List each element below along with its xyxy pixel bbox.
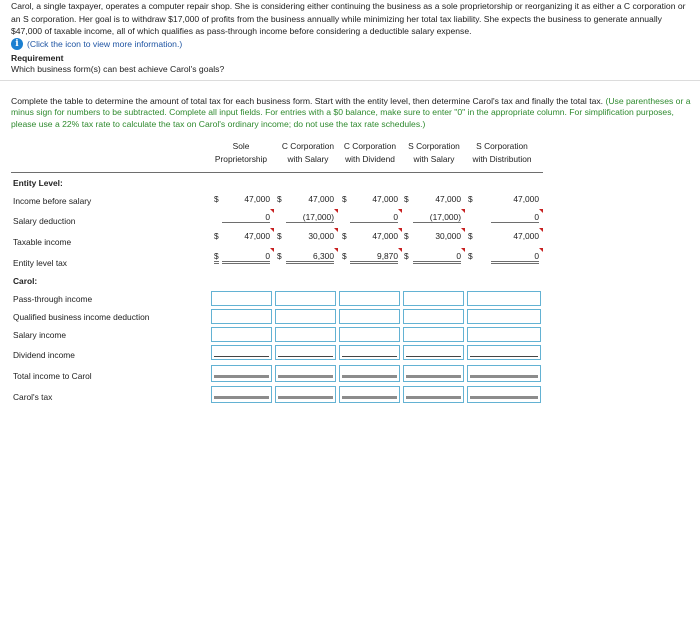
requirement-question: Which business form(s) can best achieve Carol's goals? [11,64,225,74]
answer-flag-icon [398,209,402,213]
currency-sign: $ [342,251,347,261]
info-icon[interactable]: i [11,38,23,50]
input-total-income[interactable] [275,365,336,382]
currency-sign: $ [404,251,409,261]
currency-sign: $ [277,194,282,204]
input-total-income[interactable] [211,365,272,382]
row-label-salary-deduction: Salary deduction [13,216,76,226]
answer-flag-icon [539,248,543,252]
currency-sign: $ [468,251,473,261]
currency-sign: $ [277,251,282,261]
row-label-entity-level: Entity Level: [13,178,63,188]
column-header-s-corp-salary: S Corporation with Salary [408,141,460,164]
column-header-sole-proprietorship: Sole Proprietorship [214,141,268,164]
answer-flag-icon [334,248,338,252]
currency-sign: $ [404,231,409,241]
input-qbi-deduction[interactable] [211,309,272,324]
currency-sign: $ [468,194,473,204]
input-salary-income[interactable] [275,327,336,342]
row-label-salary-income: Salary income [13,330,67,340]
row-label-carol: Carol: [13,276,38,286]
input-pass-through-income[interactable] [275,291,336,306]
currency-sign: $ [214,251,219,264]
answer-flag-icon [334,228,338,232]
cell-salary-deduction[interactable]: 0 [350,212,398,223]
cell-taxable-income[interactable]: 30,000 [413,231,461,241]
answer-flag-icon [461,209,465,213]
answer-flag-icon [270,248,274,252]
row-label-taxable-income: Taxable income [13,237,72,247]
input-qbi-deduction[interactable] [339,309,400,324]
column-header-c-corp-dividend: C Corporation with Dividend [343,141,397,164]
instructions-main: Complete the table to determine the amount of total tax for each business form. Start with the entity level, then determine Carol's tax and finally the total tax. [11,96,604,106]
cell-entity-level-tax[interactable]: 0 [491,251,539,264]
instructions-hint: (Use parentheses or a minus sign for numbers to be subtracted. Complete all input fields. For entries with a $0 balance, make sure to enter "0" in the appropriate column. For simplification purposes, please use a 22% tax rate to calculate the tax on Carol's ordinary income; do not use the tax rate schedules.) [11,96,691,129]
cell-entity-level-tax[interactable]: 6,300 [286,251,334,264]
input-pass-through-income[interactable] [339,291,400,306]
currency-sign: $ [468,231,473,241]
answer-flag-icon [334,209,338,213]
currency-sign: $ [277,231,282,241]
input-qbi-deduction[interactable] [275,309,336,324]
cell-income-before-salary: 47,000 [244,194,270,204]
cell-income-before-salary: 47,000 [372,194,398,204]
currency-sign: $ [342,194,347,204]
answer-flag-icon [398,248,402,252]
cell-salary-deduction[interactable]: 0 [491,212,539,223]
currency-sign: $ [214,231,219,241]
input-qbi-deduction[interactable] [467,309,541,324]
cell-income-before-salary: 47,000 [435,194,461,204]
input-pass-through-income[interactable] [211,291,272,306]
input-carols-tax[interactable] [467,386,541,403]
info-line [11,38,182,50]
cell-taxable-income[interactable]: 47,000 [222,231,270,241]
row-label-income-before-salary: Income before salary [13,196,92,206]
input-carols-tax[interactable] [339,386,400,403]
column-header-c-corp-salary: C Corporation with Salary [281,141,335,164]
cell-income-before-salary: 47,000 [308,194,334,204]
cell-taxable-income[interactable]: 47,000 [491,231,539,241]
currency-sign: $ [342,231,347,241]
answer-flag-icon [270,209,274,213]
answer-flag-icon [461,228,465,232]
input-salary-income[interactable] [403,327,464,342]
input-dividend-income[interactable] [403,345,464,360]
answer-flag-icon [270,228,274,232]
row-label-total-income: Total income to Carol [13,371,92,381]
cell-taxable-income[interactable]: 30,000 [286,231,334,241]
input-carols-tax[interactable] [275,386,336,403]
input-total-income[interactable] [339,365,400,382]
input-carols-tax[interactable] [403,386,464,403]
instructions [11,96,691,130]
input-carols-tax[interactable] [211,386,272,403]
cell-salary-deduction[interactable]: (17,000) [286,212,334,223]
currency-sign: $ [214,194,219,204]
input-dividend-income[interactable] [467,345,541,360]
cell-income-before-salary: 47,000 [513,194,539,204]
input-salary-income[interactable] [467,327,541,342]
row-label-dividend-income: Dividend income [13,350,75,360]
row-label-entity-level-tax: Entity level tax [13,258,67,268]
requirement-heading: Requirement [11,53,64,63]
currency-sign: $ [404,194,409,204]
answer-flag-icon [539,209,543,213]
input-pass-through-income[interactable] [467,291,541,306]
input-qbi-deduction[interactable] [403,309,464,324]
input-pass-through-income[interactable] [403,291,464,306]
section-divider [0,80,700,81]
answer-flag-icon [461,248,465,252]
answer-flag-icon [539,228,543,232]
column-header-s-corp-distribution: S Corporation with Distribution [472,141,532,164]
input-salary-income[interactable] [211,327,272,342]
input-dividend-income[interactable] [339,345,400,360]
answer-flag-icon [398,228,402,232]
cell-salary-deduction[interactable]: (17,000) [413,212,461,223]
cell-entity-level-tax[interactable]: 0 [222,251,270,264]
cell-entity-level-tax[interactable]: 9,870 [350,251,398,264]
cell-entity-level-tax[interactable]: 0 [413,251,461,264]
cell-salary-deduction[interactable]: 0 [222,212,270,223]
row-label-pass-through-income: Pass-through income [13,294,93,304]
row-label-carols-tax: Carol's tax [13,392,53,402]
input-total-income[interactable] [403,365,464,382]
input-dividend-income[interactable] [211,345,272,360]
input-salary-income[interactable] [339,327,400,342]
cell-taxable-income[interactable]: 47,000 [350,231,398,241]
input-dividend-income[interactable] [275,345,336,360]
problem-statement: Carol, a single taxpayer, operates a computer repair shop. She is considering either continuing the business as a sole proprietorship or reorganizing it as either a C corporation or an S corporation. Her goal is to withdraw $17,000 of profits from the business annually while minimizing her total tax liability. She expects the business to generate annually $47,000 of taxable income, all of which qualifies as pass-through income before considering a deductible salary expense. [11,1,686,37]
more-information-link[interactable]: (Click the icon to view more information.) [27,39,183,49]
header-rule [11,172,543,173]
input-total-income[interactable] [467,365,541,382]
row-label-qbi-deduction: Qualified business income deduction [13,312,150,322]
